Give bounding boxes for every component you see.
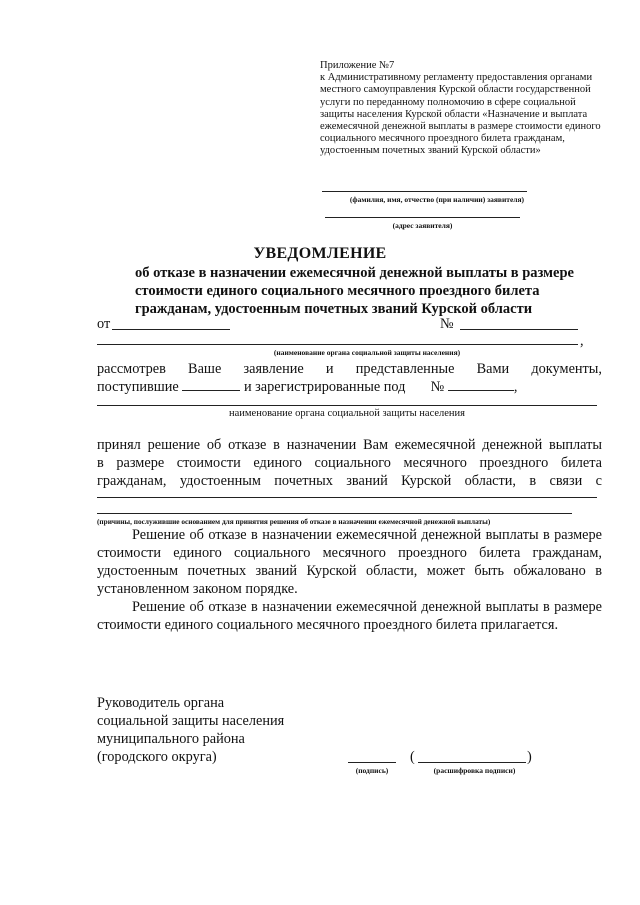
notice-subtitle: об отказе в назначении ежемесячной денежной выплаты в размере стоимости единого социального месячного проездного билета гражданам, удостоенным почетных званий Курской области <box>135 265 574 317</box>
sign-caption: (подпись) <box>355 766 389 775</box>
org-caption: (наименование органа социальной защиты населения) <box>273 348 461 357</box>
reasons-line-2 <box>97 513 572 514</box>
attached-paragraph: Решение об отказе в назначении ежемесячной денежной выплаты в размере стоимости единого социального месячного проездного билета прилагается. <box>97 599 602 633</box>
applicant-name-caption: (фамилия, имя, отчество (при наличии) заявителя) <box>349 195 525 204</box>
from-label: от <box>97 316 111 332</box>
review-org-caption: наименование органа социальной защиты населения <box>229 408 465 419</box>
applicant-address-line <box>325 217 520 218</box>
decode-open-paren: ( <box>410 749 415 765</box>
appendix-number: Приложение №7 <box>320 60 395 71</box>
decision-line-2: в размере стоимости единого социального месячного проездного билета <box>97 455 602 471</box>
number-line <box>460 329 578 330</box>
registered-label: и зарегистрированные под <box>243 379 406 395</box>
appendix-text: к Административному регламенту предоставления органами местного самоуправления Курской области государственной услуги по переданному полномочию в сфере социальной защиты населения Курской области «Назначение и выплата ежемесячной денежной выплаты в размере стоимости единого социального месячного проездного билета гражданам, удостоенным почетных званий Курской области» <box>320 72 601 157</box>
notice-title: УВЕДОМЛЕНИЕ <box>253 245 387 262</box>
decode-close-paren: ) <box>527 749 532 765</box>
decision-line-1: принял решение об отказе в назначении Вам ежемесячной денежной выплаты <box>97 437 602 453</box>
org-line <box>97 344 578 345</box>
decision-line-3: гражданам, удостоенным почетных званий Курской области, в связи с <box>97 473 602 489</box>
registered-number-blank <box>448 377 514 391</box>
appendix-block <box>320 60 610 158</box>
signature-line-4: (городского округа) <box>97 749 217 765</box>
decode-caption: (расшифровка подписи) <box>433 766 516 775</box>
sign-line <box>348 762 396 763</box>
decode-line <box>418 762 526 763</box>
registered-comma: , <box>513 379 518 395</box>
reasons-caption: (причины, послужившие основанием для принятия решения об отказе в назначении ежемесячной денежной выплаты) <box>97 517 491 526</box>
received-label: поступившие <box>97 379 179 395</box>
org-comma: , <box>580 333 584 349</box>
applicant-name-line <box>322 191 527 192</box>
reasons-line-1 <box>97 497 597 498</box>
date-line <box>112 329 230 330</box>
registered-number-sign: № <box>430 379 445 395</box>
signature-line-1: Руководитель органа <box>97 695 225 711</box>
signature-line-3: муниципального района <box>97 731 245 747</box>
review-line-2 <box>97 377 602 396</box>
review-org-line <box>97 405 597 406</box>
number-label: № <box>440 316 454 332</box>
applicant-address-caption: (адрес заявителя) <box>392 221 453 230</box>
signature-line-2: социальной защиты населения <box>97 713 285 729</box>
review-line-1: рассмотрев Ваше заявление и представленные Вами документы, <box>97 361 602 377</box>
received-date-blank <box>182 377 240 391</box>
appeal-paragraph: Решение об отказе в назначении ежемесячной денежной выплаты в размере стоимости единого социального месячного проездного билета гражданам, удостоенным почетных званий Курской области, может быть обжаловано в установленном законом порядке. <box>97 527 602 597</box>
